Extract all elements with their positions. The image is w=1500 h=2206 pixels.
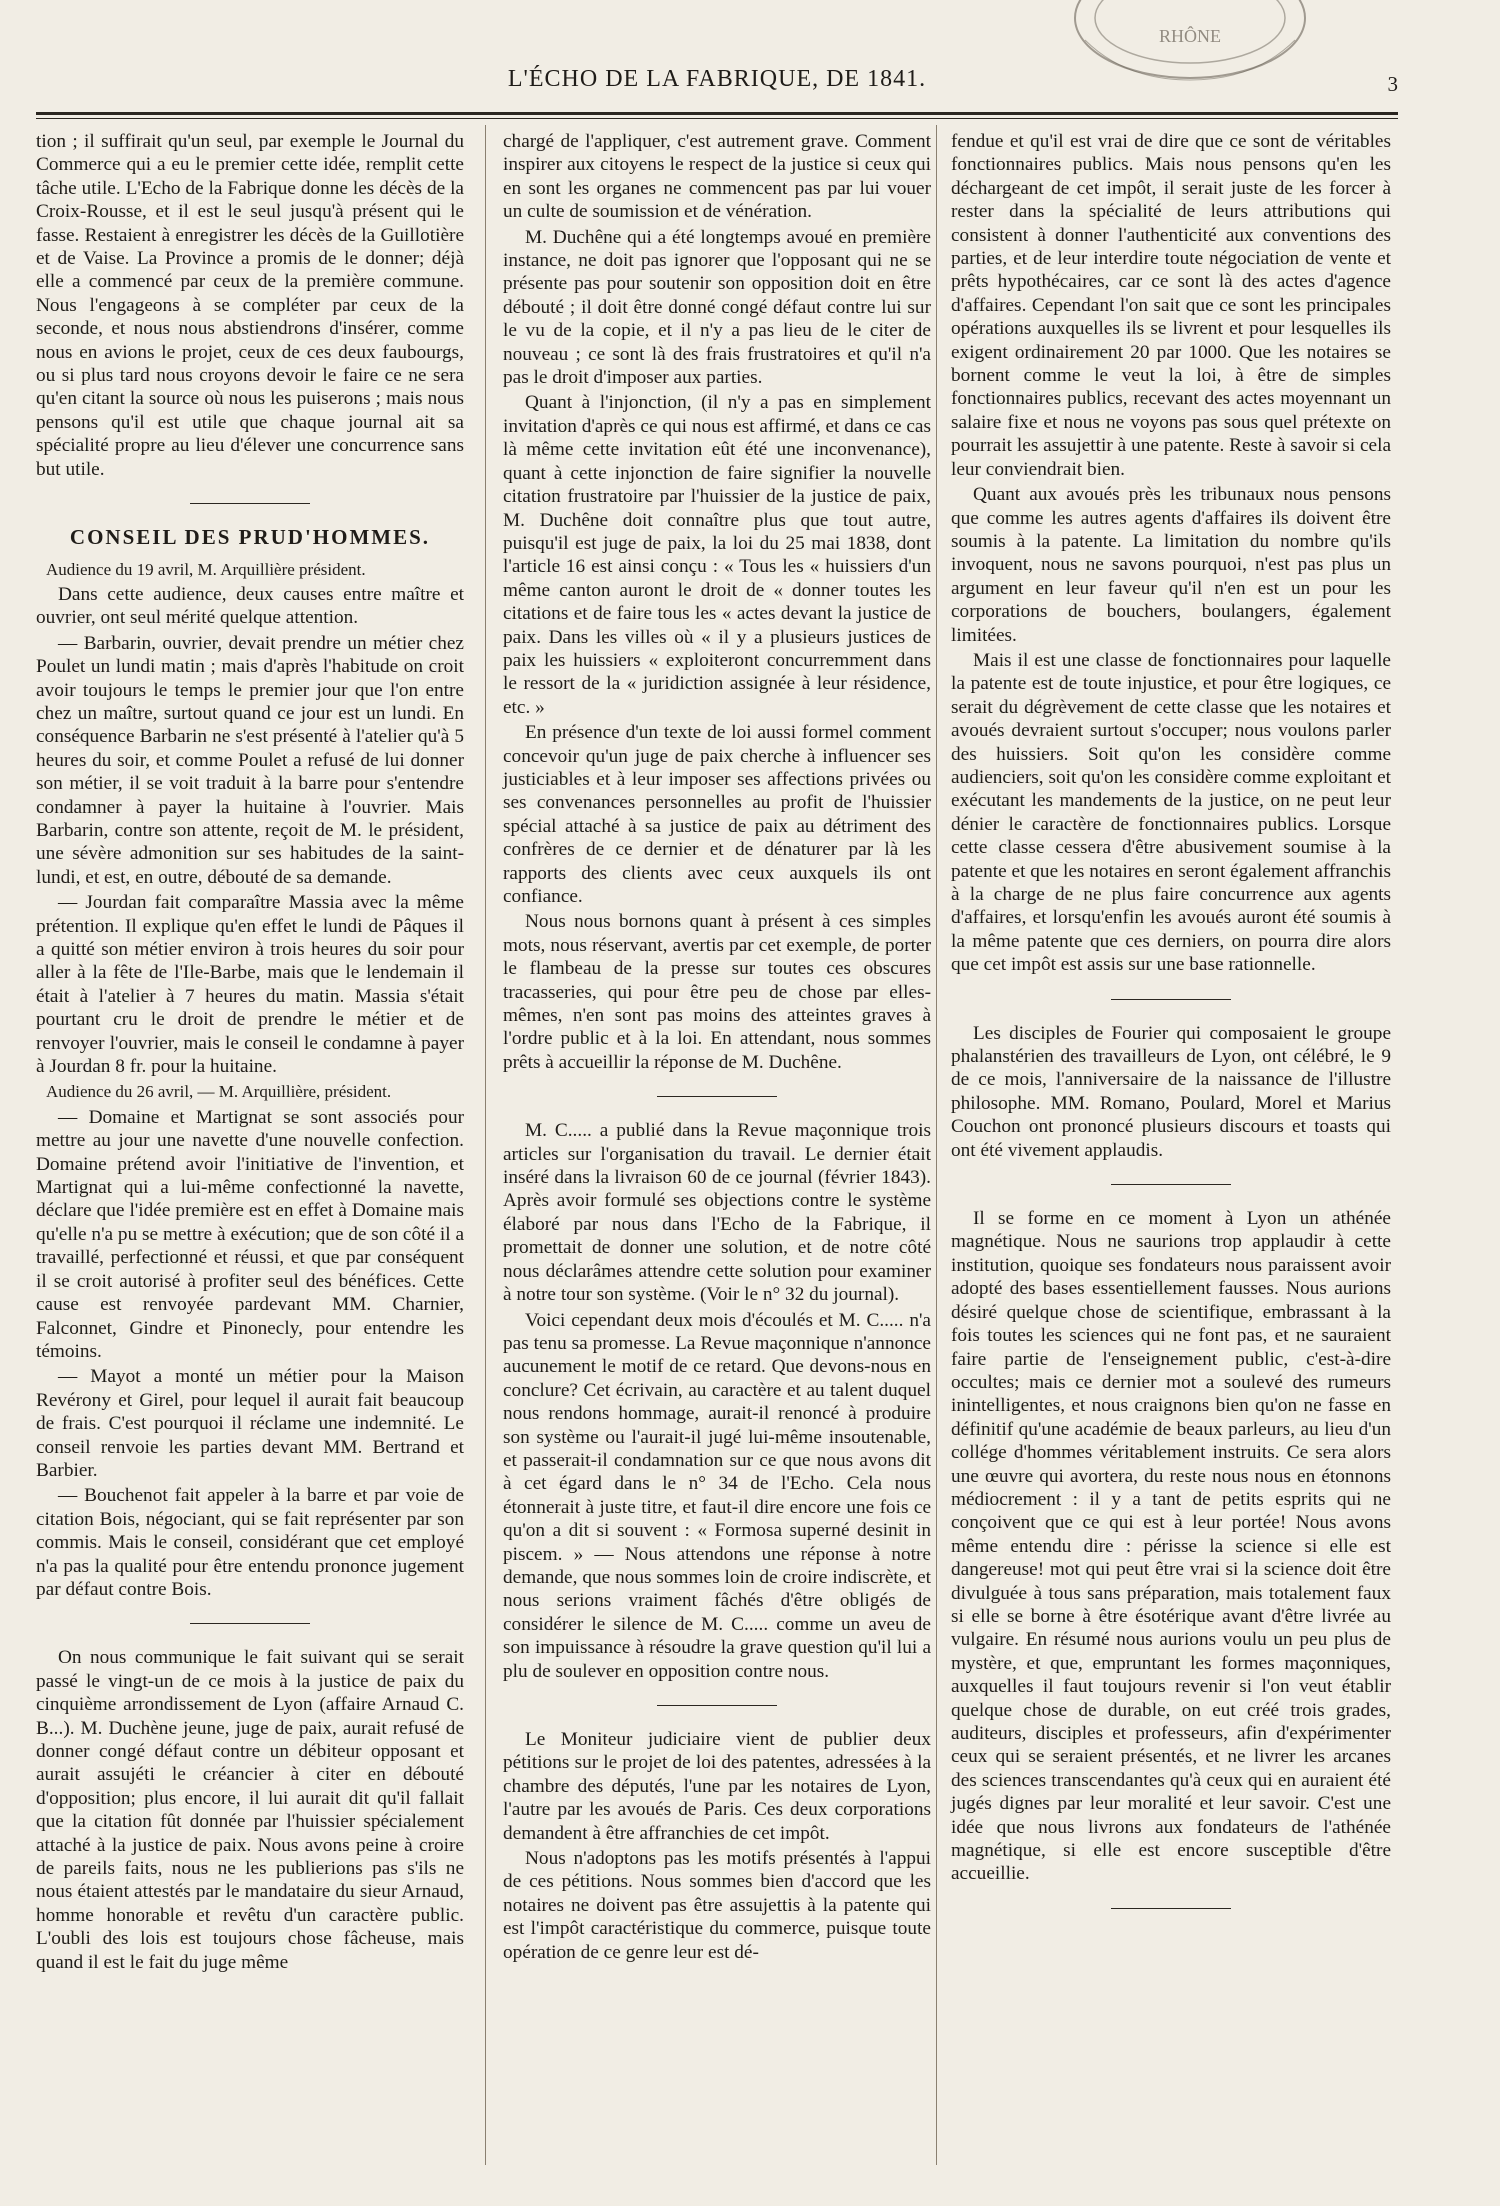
- article-paragraph: Dans cette audience, deux causes entre maître et ouvrier, ont seul mérité quelque attention.: [36, 583, 464, 629]
- article-paragraph: Nous n'adoptons pas les motifs présentés à l'appui de ces pétitions. Nous sommes bien d'accord que les notaires ne doivent pas être assujettis à la patente qui est l'impôt caractéristique du commerce, puisque toute opération de ce genre leur est dé-: [503, 1848, 931, 1963]
- article-paragraph: Voici cependant deux mois d'écoulés et M. C..... n'a pas tenu sa promesse. La Revue maçonnique n'annonce aucunement le motif de ce retard. Que devons-nous en conclure? Cet écrivain, au caractère et au talent duquel nous rendons hommage, aurait-il renoncé à produire son système ou l'aurait-il jugé lui-même insoutenable, et passerait-il condamnation sur ce que nous avons dit à cet égard dans le n° 34 de l'Echo. Cela nous étonnerait à juste titre, et faut-il dire encore une fois ce qu'on a dit si souvent : « Formosa superné desinit in piscem. » — Nous attendons une réponse à notre demande, que nous sommes loin de croire indiscrète, et nous serions vraiment fâchés d'être obligés de considérer le silence de M. C..... comme un aveu de son impuissance à résoudre la grave question qu'il lui a plu de soulever en opposition contre nous.: [503, 1309, 931, 1682]
- header-rule-thin: [36, 118, 1398, 119]
- page-number: 3: [1387, 72, 1398, 96]
- postal-stamp-icon: [1065, 0, 1315, 100]
- header-rule: [36, 112, 1398, 115]
- article-paragraph: Quant à l'injonction, (il n'y a pas en simplement invitation d'après ce qui nous est affirmé, et dans ce cas là même cette invitation eût été une inconvenance), quant à cette injonction de faire signifier la nouvelle citation frustratoire par l'huissier de la justice de paix, M. Duchêne doit connaître plus que tout autre, puisqu'il est juge de paix, la loi du 25 mai 1838, dont l'article 16 est ainsi conçu : « Tous les « huissiers d'un même canton auront le droit de « donner toutes les citations et de faire tous les « actes devant la justice de paix. Dans les villes où « il y a plusieurs justices de paix les huissiers « exploiteront concurremment dans le ressort de la « juridiction assignée à leur résidence, etc. »: [503, 392, 931, 718]
- separator: [190, 1623, 310, 1624]
- article-paragraph: — Domaine et Martignat se sont associés pour mettre au jour une navette d'une nouvelle confection. Domaine prétend avoir l'initiative de l'invention, et Martignat qui a lui-même confectionné la navette, déclare que l'idée première est en effet à Domaine mais qu'elle n'a pu se mettre à exécution; que de son côté il a travaillé, perfectionné et réussi, et que par conséquent il se croit autorisé à profiter seul des bénéfices. Cette cause est renvoyée pardevant MM. Charnier, Falconnet, Gindre et Pinonecly, pour entendre les témoins.: [36, 1106, 464, 1362]
- section-title: CONSEIL DES PRUD'HOMMES.: [69, 525, 431, 550]
- article-paragraph: — Jourdan fait comparaître Massia avec la même prétention. Il explique qu'en effet le lundi de Pâques il a quitté son métier environ à trois heures du soir pour aller à la fête de l'Ile-Barbe, mais que le lendemain il était à l'atelier à 7 heures du matin. Massia s'était pourtant cru le droit de prendre le métier et de renvoyer l'ouvrier, mais le conseil le condamne à payer à Jourdan 8 fr. pour la huitaine.: [36, 892, 464, 1078]
- article-paragraph: M. Duchêne qui a été longtemps avoué en première instance, ne doit pas ignorer que l'opposant qui ne se présente pas pour soutenir son opposition doit en être débouté ; il doit être donné congé défaut contre lui sur le vu de la copie, et il n'y a pas lieu de le citer de nouveau ; ce sont là des frais frustratoires et qu'il n'a pas le droit d'imposer aux parties.: [503, 226, 931, 389]
- article-paragraph: Le Moniteur judiciaire vient de publier deux pétitions sur le projet de loi des patentes, adressées à la chambre des députés, l'une par les notaires de Lyon, l'autre par les avoués de Paris. Ces deux corporations demandent à être affranchies de cet impôt.: [503, 1729, 931, 1844]
- separator: [1111, 1184, 1231, 1185]
- stamp-text: RHÔNE: [1159, 26, 1221, 46]
- article-paragraph: tion ; il suffirait qu'un seul, par exemple le Journal du Commerce qui a eu le premier cette idée, remplit cette tâche utile. L'Echo de la Fabrique donne les décès de la Croix-Rousse, et il est le seul jusqu'à présent qui le fasse. Restaient à enregistrer les décès de la Guillotière et de Vaise. La Province a promis de le donner; déjà elle a commencé par ceux de la première commune. Nous l'engageons à se compléter par ceux de la seconde, et nous nous abstiendrons d'insérer, comme nous en avions le projet, ceux de ces deux faubourgs, ou si plus tard nous croyons devoir le faire ce ne sera qu'en citant la source où nous les puiserons ; mais nous pensons qu'il est utile que chaque journal ait sa spécialité propre au lieu d'élever une concurrence sans but utile.: [36, 131, 464, 480]
- separator: [657, 1705, 777, 1706]
- article-paragraph: On nous communique le fait suivant qui se serait passé le vingt-un de ce mois à la justice de paix du cinquième arrondissement de Lyon (affaire Arnaud C. B...). M. Duchène jeune, juge de paix, aurait refusé de donner congé défaut contre un débiteur opposant et aurait assujéti le créancier à citer en débouté d'opposition; plus encore, il lui aurait dit qu'il fallait que la citation fût donnée par l'huissier spécialement attaché à la justice de paix. Nous avons peine à croire de pareils faits, nous ne les publierions pas s'ils ne nous étaient attestés par le mandataire du sieur Arnaud, homme honorable et revêtu d'un caractère public. L'oubli des lois est toujours chose fâcheuse, mais quand il est le fait du juge même: [36, 1647, 464, 1973]
- separator: [1111, 1908, 1231, 1909]
- column-1: [36, 130, 464, 1976]
- column-3: [951, 130, 1391, 1931]
- article-paragraph: chargé de l'appliquer, c'est autrement grave. Comment inspirer aux citoyens le respect de la justice si ceux qui en sont les organes ne commencent pas par lui vouer un culte de soumission et de vénération.: [503, 131, 931, 223]
- article-paragraph: — Barbarin, ouvrier, devait prendre un métier chez Poulet un lundi matin ; mais d'après l'habitude on croit avoir toujours le temps le premier jour que l'on entre chez un maître, surtout quand ce jour est un lundi. En conséquence Barbarin ne s'est présenté à l'atelier qu'à 5 heures du soir, et comme Poulet a refusé de lui donner son métier, il se voit traduit à la barre pour s'entendre condamner à payer la huitaine à l'ouvrier. Mais Barbarin, contre son attente, reçoit de M. le président, une sévère admonition sur ses habitudes de la saint-lundi, et est, en outre, débouté de sa demande.: [36, 632, 464, 888]
- article-paragraph: M. C..... a publié dans la Revue maçonnique trois articles sur l'organisation du travail. Le dernier était inséré dans la livraison 60 de ce journal (février 1843). Après avoir formulé ses objections contre le système élaboré par nous dans l'Echo de la Fabrique, il promettait de donner une solution, et de notre côté nous déclarâmes attendre cette solution pour examiner à notre tour son système. (Voir le n° 32 du journal).: [503, 1120, 931, 1306]
- audience-line: Audience du 19 avril, M. Arquillière président.: [46, 559, 366, 579]
- article-paragraph: Quant aux avoués près les tribunaux nous pensons que comme les autres agents d'affaires ils doivent être soumis à la patente. La limitation du nombre qu'ils invoquent, nous ne savons pourquoi, n'est pas plus un argument en leur faveur qu'il n'en est un pour les corporations de bouchers, boulangers, également limitées.: [951, 484, 1391, 646]
- audience-line: Audience du 26 avril, — M. Arquillière, président.: [46, 1082, 392, 1102]
- column-2: [503, 130, 931, 1966]
- column-divider: [936, 125, 937, 2165]
- separator: [657, 1096, 777, 1097]
- article-paragraph: Il se forme en ce moment à Lyon un athénée magnétique. Nous ne saurions trop applaudir à cette institution, quoique ses fondateurs nous paraissent avoir adopté des bases essentiellement fausses. Nous aurions désiré quelque chose de scientifique, embrassant à la fois toutes les sciences qui ne font pas, et ne sauraient faire partie de l'enseignement public, c'est-à-dire occultes; mais ce dernier mot a soulevé des rumeurs inintelligentes, et nous craignons bien qu'on ne fasse en définitif qu'une académie de beaux parleurs, au lieu d'un collége d'hommes véritablement instruits. Ce sera alors une œuvre qui avortera, du reste nous nous en étonnons médiocrement : il y a tant de petits esprits qui ne conçoivent que ce qui est à leur portée! Nous avons même entendu dire : périsse la science si elle est dangereuse! mot qui peut être vrai si la science doit être divulguée à tous sans préparation, mais totalement faux si elle se borne à être ésotérique avant d'être livrée au vulgaire. En résumé nous aurions voulu un peu plus de mystère, et que, empruntant les formes maçonniques, auxquelles il faut toujours revenir si l'on veut établir quelque chose de durable, on eut créé trois grades, auditeurs, disciples et professeurs, afin d'expérimenter ceux qui se seraient présentés, et ne livrer les arcanes des sciences transcendantes qu'à ceux qui en auraient été jugés dignes par leur moralité et leur savoir. C'est une idée que nous livrons aux fondateurs de l'athénée magnétique, si elle est encore susceptible d'être accueillie.: [951, 1208, 1391, 1885]
- separator: [190, 503, 310, 504]
- article-paragraph: En présence d'un texte de loi aussi formel comment concevoir qu'un juge de paix cherche à influencer ses justiciables et à leur imposer ses affections privées ou ses convenances personnelles au profit de l'huissier spécial attaché à sa justice de paix au détriment des confrères de ce dernier et de dénaturer par là les rapports des clients avec ceux auxquels ils ont confiance.: [503, 722, 931, 907]
- article-paragraph: Nous nous bornons quant à présent à ces simples mots, nous réservant, avertis par cet exemple, de porter le flambeau de la presse sur toutes ces obscures tracasseries, qui pour être peu de chose par elles-mêmes, n'en sont pas moins des atteintes graves à l'ordre public et à la loi. En attendant, nous sommes prêts à accueillir la réponse de M. Duchêne.: [503, 911, 931, 1073]
- article-paragraph: — Bouchenot fait appeler à la barre et par voie de citation Bois, négociant, qui se fait représenter par son commis. Mais le conseil, considérant que cet employé n'a pas la qualité pour être entendu prononce jugement par défaut contre Bois.: [36, 1485, 464, 1600]
- article-paragraph: fendue et qu'il est vrai de dire que ce sont de véritables fonctionnaires publics. Mais nous pensons qu'en les déchargeant de cet impôt, il serait juste de les forcer à rester dans la spécialité de leurs attributions qui consistent à donner l'authenticité aux conventions des parties, et de leur interdire toute négociation de vente et prêts hypothécaires, car ce sont là des actes d'agence d'affaires. Cependant l'on sait que ce sont les principales opérations auxquelles ils se livrent et pour lesquelles ils exigent ordinairement 20 par 1000. Que les notaires se bornent comme le veut la loi, à être de simples fonctionnaires publics, recevant des actes moyennant un salaire fixe et nous ne voyons pas sous quel prétexte on pourrait les assujettir à une patente. Reste à savoir si cela leur conviendrait bien.: [951, 131, 1391, 480]
- article-paragraph: Mais il est une classe de fonctionnaires pour laquelle la patente est de toute injustice, et pour être logiques, ce serait du dégrèvement de cette classe que les notaires et avoués devraient surtout s'occuper; nous voulons parler des huissiers. Soit qu'on les considère comme audienciers, soit qu'on les considère comme exploitant et exécutant les mandements de la justice, on ne peut leur dénier le caractère de fonctionnaires publics. Lorsque cette classe cessera d'être abusivement soumise à la patente et que les notaires en seront également affranchis à la charge de ne plus faire concurrence aux agents d'affaires, et lorsqu'enfin les avoués auront été soumis à la même patente que ces derniers, on pourra dire alors que cet impôt est assis sur une base rationnelle.: [951, 649, 1391, 976]
- article-paragraph: Les disciples de Fourier qui composaient le groupe phalanstérien des travailleurs de Lyon, ont célébré, le 9 de ce mois, l'anniversaire de la naissance de l'illustre philosophe. MM. Romano, Poulard, Morel et Marius Couchon ont prononcé plusieurs discours et toasts qui ont été vivement applaudis.: [951, 1022, 1391, 1161]
- separator: [1111, 999, 1231, 1000]
- article-paragraph: — Mayot a monté un métier pour la Maison Revérony et Girel, pour lequel il aurait fait beaucoup de frais. C'est pourquoi il réclame une indemnité. Le conseil renvoie les parties devant MM. Bertrand et Barbier.: [36, 1366, 464, 1481]
- masthead-title: L'ÉCHO DE LA FABRIQUE, DE 1841.: [507, 66, 927, 92]
- column-divider: [485, 125, 486, 2165]
